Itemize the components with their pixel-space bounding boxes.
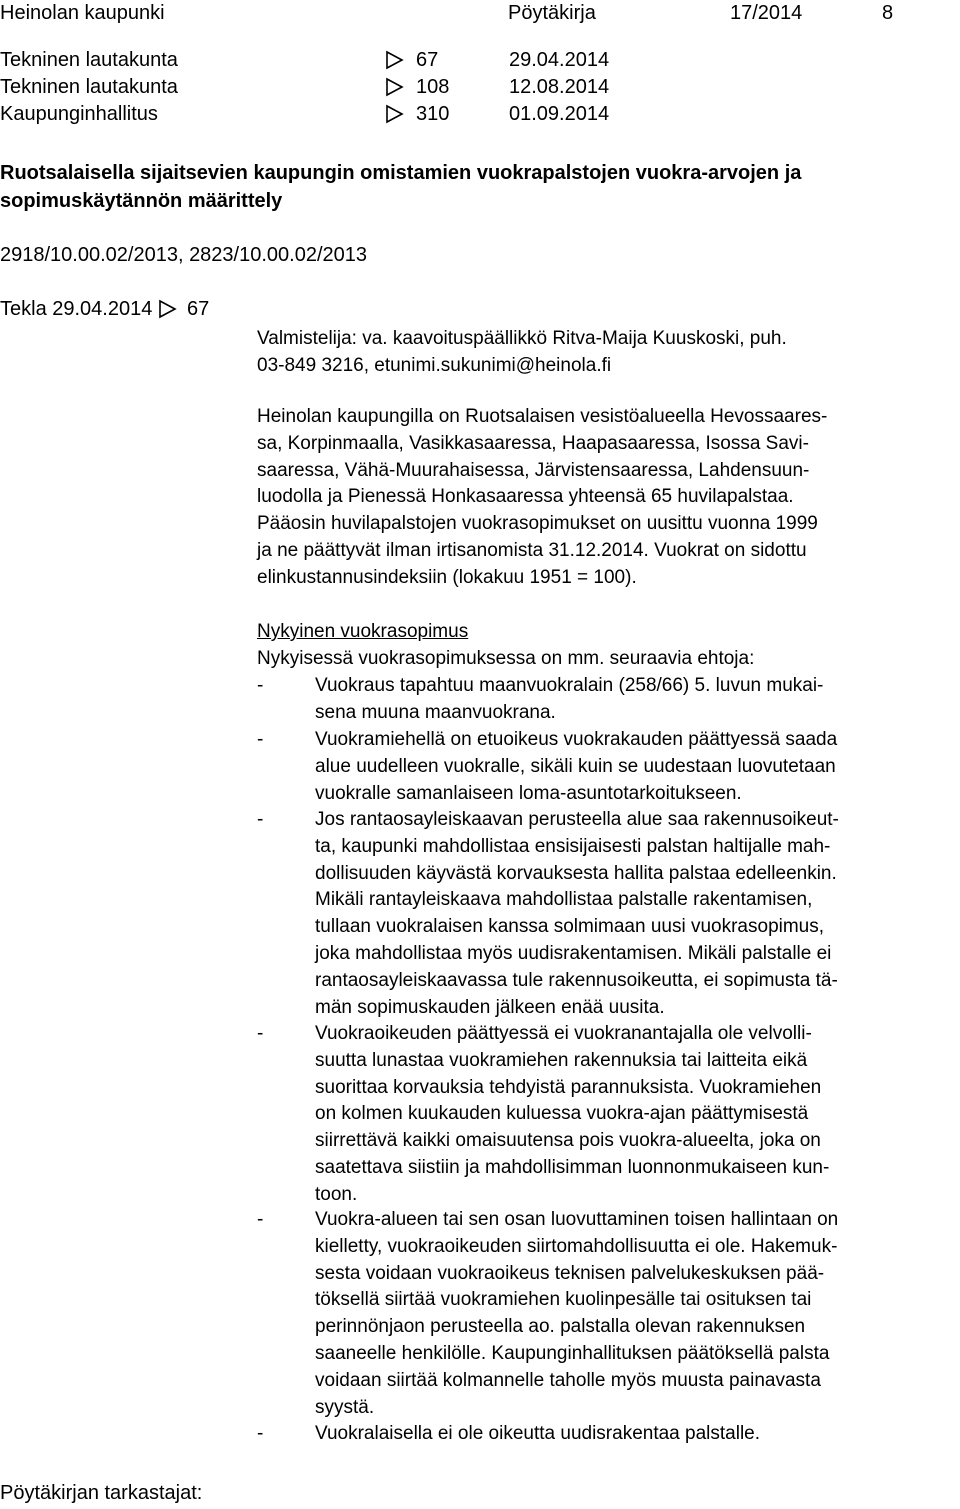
list-item-line: joka mahdollistaa myös uudisrakentamisen. Mikäli palstalle ei: [315, 942, 832, 964]
meeting-label: Tekla 29.04.2014: [0, 298, 153, 320]
list-item-line: rantaosayleiskaavassa tule rakennusoikeutta, ei sopimusta tä-: [315, 969, 838, 991]
body-section: 67: [416, 49, 439, 71]
paragraph-line: Pääosin huvilapalstojen vuokrasopimukset on uusittu vuonna 1999: [257, 513, 818, 535]
body-section: 108: [416, 76, 450, 98]
list-item-line: Vuokra-alueen tai sen osan luovuttaminen toisen hallintaan on: [315, 1209, 839, 1230]
list-dash: -: [257, 809, 264, 830]
body-date: 29.04.2014: [509, 49, 610, 71]
list-item-line: suutta lunastaa vuokramiehen rakennuksia tai laitteita eikä: [315, 1049, 808, 1071]
header-doc-type: Pöytäkirja: [508, 2, 596, 24]
section-heading: Nykyinen vuokrasopimus: [257, 621, 469, 642]
meeting-section: 67: [187, 298, 210, 320]
body-date: 01.09.2014: [509, 103, 610, 125]
list-item-line: ta, kaupunki mahdollistaa ensisijaisesti palstan haltijalle mah-: [315, 835, 831, 857]
list-item-line: vuokralle samanlaiseen loma-asuntotarkoitukseen.: [315, 782, 742, 804]
list-item-line: syystä.: [315, 1396, 375, 1418]
list-item-line: tullaan vuokralaisen kanssa solmimaan uusi vuokrasopimus,: [315, 916, 825, 938]
preparer: [257, 326, 787, 380]
list-dash: -: [257, 1209, 264, 1230]
list-item-line: toon.: [315, 1183, 358, 1205]
list-item-line: töksellä siirtää vuokramiehen kuolinpesälle tai osituksen tai: [315, 1289, 812, 1311]
section-arrow-icon: [158, 299, 178, 319]
body-name: Tekninen lautakunta: [0, 76, 178, 98]
list-item-line: Mikäli rantayleiskaava mahdollistaa palstalle rakentamisen,: [315, 889, 813, 911]
body-date: 12.08.2014: [509, 76, 610, 98]
list-item-line: perinnönjaon perusteella ao. palstalla olevan rakennuksen: [315, 1316, 806, 1338]
body-name: Kaupunginhallitus: [0, 103, 158, 125]
section-arrow-icon: [385, 50, 405, 70]
footer-reviewers: Pöytäkirjan tarkastajat:: [0, 1482, 203, 1504]
list-dash: -: [257, 1023, 264, 1044]
paragraph-line: ja ne päättyvät ilman irtisanomista 31.12.2014. Vuokrat on sidottu: [257, 539, 807, 561]
list-item-line: kielletty, vuokraoikeuden siirtomahdollisuutta ei ole. Hakemuk-: [315, 1235, 838, 1257]
list-item-line: dollisuuden käyvästä korvauksesta hallita palstaa edelleenkin.: [315, 862, 837, 884]
list-item-line: suorittaa korvauksia tehdyistä parannuksista. Vuokramiehen: [315, 1076, 822, 1098]
list-item-line: saaneelle henkilölle. Kaupunginhallituksen päätöksellä palsta: [315, 1342, 830, 1364]
list-item-line: voidaan siirtää kolmannelle taholle myös muusta painavasta: [315, 1369, 821, 1391]
paragraph-line: luodolla ja Pienessä Honkasaaressa yhteensä 65 huvilapalstaa.: [257, 486, 794, 508]
section-lead: Nykyisessä vuokrasopimuksessa on mm. seuraavia ehtoja:: [257, 648, 755, 669]
list-item-line: sesta voidaan vuokraoikeus teknisen palvelukeskuksen pää-: [315, 1262, 825, 1284]
list-dash: -: [257, 675, 264, 696]
list-item-line: siirrettävä kaikki omaisuutensa pois vuokra-alueelta, joka on: [315, 1130, 821, 1152]
list-item-line: alue uudelleen vuokralle, sikäli kuin se uudestaan luovutetaan: [315, 755, 836, 777]
page-title-continued: sopimuskäytännön määrittely: [0, 190, 283, 212]
header-org: Heinolan kaupunki: [0, 2, 165, 24]
paragraph-line: Heinolan kaupungilla on Ruotsalaisen vesistöalueella Hevossaares-: [257, 406, 828, 427]
body-name: Tekninen lautakunta: [0, 49, 178, 71]
list-item-line: Vuokramiehellä on etuoikeus vuokrakauden päättyessä saada: [315, 729, 838, 750]
preparer-contact: 03-849 3216, etunimi.sukunimi@heinola.fi: [257, 354, 612, 376]
list-item-line: Jos rantaosayleiskaavan perusteella alue saa rakennusoikeut-: [315, 809, 839, 830]
list-item-line: Vuokraoikeuden päättyessä ei vuokranantajalla ole velvolli-: [315, 1023, 812, 1044]
paragraph-line: sa, Korpinmaalla, Vasikkasaaressa, Haapasaaressa, Isossa Savi-: [257, 432, 809, 454]
reference-numbers: 2918/10.00.02/2013, 2823/10.00.02/2013: [0, 244, 368, 266]
preparer-line: Valmistelija: va. kaavoituspäällikkö Ritva-Maija Kuuskoski, puh.: [257, 328, 787, 349]
section-arrow-icon: [385, 77, 405, 97]
list-dash: -: [257, 729, 264, 750]
list-item-line: saatettava siistiin ja mahdollisimman luonnonmukaiseen kun-: [315, 1156, 830, 1178]
list-item-line: Vuokralaisella ei ole oikeutta uudisrakentaa palstalle.: [315, 1423, 761, 1444]
list-item-line: sena muuna maanvuokrana.: [315, 701, 556, 723]
list-item-line: män sopimuskauden jälkeen enää uusita.: [315, 996, 665, 1018]
page-title: Ruotsalaisella sijaitsevien kaupungin omistamien vuokrapalstojen vuokra-arvojen ja: [0, 162, 802, 184]
list-dash: -: [257, 1423, 264, 1444]
section-arrow-icon: [385, 104, 405, 124]
body-section: 310: [416, 103, 450, 125]
paragraph-line: saaressa, Vähä-Muurahaisessa, Järvistensaaressa, Lahdensuun-: [257, 459, 810, 481]
list-item-line: Vuokraus tapahtuu maanvuokralain (258/66) 5. luvun mukai-: [315, 675, 824, 696]
header-doc-number: 17/2014: [730, 2, 803, 24]
header-page-number: 8: [882, 2, 894, 24]
list-item-line: on kolmen kuukauden kuluessa vuokra-ajan päättymisestä: [315, 1103, 809, 1125]
paragraph-line: elinkustannusindeksiin (lokakuu 1951 = 100).: [257, 566, 637, 588]
intro-paragraph: [257, 404, 957, 592]
